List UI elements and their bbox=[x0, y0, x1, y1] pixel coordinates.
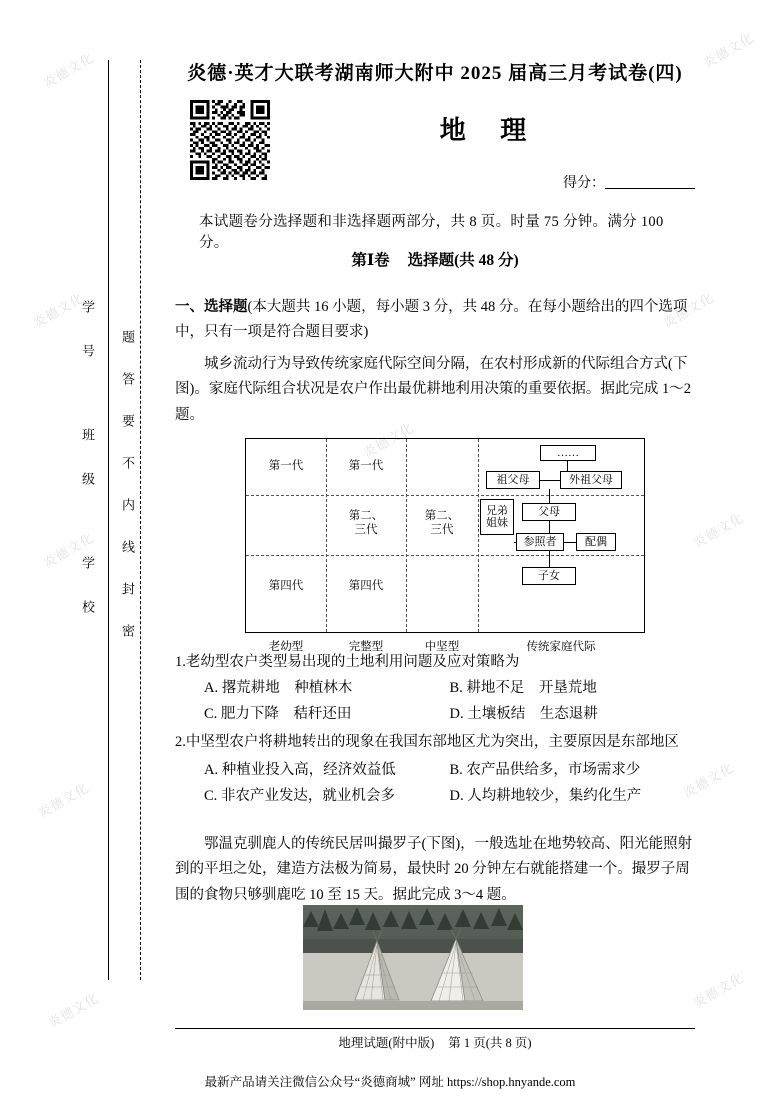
figure1-cell-gen4-col1: 第四代 bbox=[268, 580, 304, 592]
figure1-box-parents: 父母 bbox=[522, 503, 576, 521]
figure1-caption-col3: 中坚型 bbox=[424, 641, 460, 653]
watermark: 炎德文化 bbox=[360, 419, 417, 461]
binding-dashed-line bbox=[140, 60, 141, 980]
score-label: 得分： bbox=[563, 176, 605, 191]
question-2 bbox=[175, 730, 695, 809]
watermark: 炎德文化 bbox=[45, 989, 102, 1031]
question-2-option-a[interactable]: A. 种植业投入高，经济效益低 bbox=[204, 761, 396, 778]
binding-col-right: 学 号 班 级 学 校 bbox=[80, 300, 95, 621]
watermark: 炎德文化 bbox=[40, 49, 97, 91]
binding-strip bbox=[0, 0, 150, 1060]
question-1-number: 1. bbox=[175, 654, 186, 670]
binding-col-left: 题 答 要 不 内 线 封 密 bbox=[120, 330, 135, 645]
question-1-body: 老幼型农户类型易出现的土地利用问题及应对策略为 bbox=[185, 654, 520, 670]
watermark: 炎德文化 bbox=[680, 759, 737, 801]
score-blank bbox=[605, 188, 695, 189]
figure1-connector-down-2 bbox=[549, 521, 550, 533]
figure1-box-siblings: 兄弟 姐妹 bbox=[480, 499, 514, 535]
figure1-cell-gen1-col2: 第一代 bbox=[348, 460, 384, 472]
question-1-options-row-2 bbox=[175, 702, 695, 728]
score-field bbox=[563, 172, 695, 192]
figure1-caption-col2: 完整型 bbox=[348, 641, 384, 653]
section-heading bbox=[175, 295, 695, 346]
figure1-caption-col4: 传统家庭代际 bbox=[526, 641, 596, 653]
figure1-box-spouse: 配偶 bbox=[576, 533, 616, 551]
question-1 bbox=[175, 650, 695, 727]
figure1-connector-grandparents bbox=[540, 480, 560, 481]
figure1-hsep-1 bbox=[246, 495, 644, 496]
section-heading-bold: 一、选择题 bbox=[175, 299, 248, 315]
figure1-box-dots: …… bbox=[540, 445, 596, 461]
figure1-connector-spouse bbox=[564, 542, 576, 543]
watermark: 炎德文化 bbox=[690, 969, 747, 1011]
question-1-text bbox=[175, 650, 695, 676]
subject-title: 地 理 bbox=[439, 116, 541, 145]
watermark: 炎德文化 bbox=[30, 289, 87, 331]
watermark: 炎德文化 bbox=[35, 779, 92, 821]
question-2-options-row-2 bbox=[175, 784, 695, 810]
question-2-body: 中坚型农户将耕地转出的现象在我国东部地区尤为突出，主要原因是东部地区 bbox=[185, 734, 679, 750]
figure1-connector-down-1 bbox=[549, 489, 550, 503]
page-footer bbox=[175, 1028, 695, 1051]
figure1-box-children: 子女 bbox=[522, 567, 576, 585]
question-2-option-c[interactable]: C. 非农产业发达，就业机会多 bbox=[204, 787, 395, 804]
binding-solid-line bbox=[108, 60, 109, 980]
question-2-number: 2. bbox=[175, 734, 186, 750]
figure1-box-maternal-grandparents: 外祖父母 bbox=[560, 471, 622, 489]
question-2-option-d[interactable]: D. 人均耕地较少，集约化生产 bbox=[449, 787, 642, 804]
figure1-box-grandparents: 祖父母 bbox=[486, 471, 540, 489]
qr-code bbox=[190, 100, 270, 180]
bottom-promo: 最新产品请关注微信公众号“炎德商城” 网址 https://shop.hnyande.com bbox=[204, 1075, 576, 1089]
figure1-cell-gen4-col2: 第四代 bbox=[348, 580, 384, 592]
figure1-cell-gen1-col1: 第一代 bbox=[268, 460, 304, 472]
figure1-cell-gen23-col3: 第二、 三代 bbox=[424, 510, 460, 537]
figure1-box-reference: 参照者 bbox=[516, 533, 564, 551]
footer-left: 地理试题(附中版) bbox=[338, 1036, 435, 1050]
question-2-option-b[interactable]: B. 农产品供给多，市场需求少 bbox=[449, 761, 641, 778]
part-one-sub: 选择题(共 48 分) bbox=[407, 252, 519, 269]
section-heading-rest: (本大题共 16 小题，每小题 3 分，共 48 分。在每小题给出的四个选项中，只有一项是符合题目要求) bbox=[175, 299, 688, 341]
figure1-cell-gen23-col2: 第二、 三代 bbox=[348, 510, 384, 537]
question-1-options-row-1 bbox=[175, 676, 695, 702]
figure-tepee-photo bbox=[303, 905, 523, 1010]
question-stem-2: 鄂温克驯鹿人的传统民居叫撮罗子(下图)，一般选址在地势较高、阳光能照射到的平坦之处，建造方法极为简易，最快时 20 分钟左右就能搭建一个。撮罗子周围的食物只够驯鹿吃 10 至 15 天。据此完成 3～4 题。 bbox=[175, 836, 693, 903]
figure1-connector-siblings bbox=[514, 542, 516, 543]
title-row bbox=[175, 58, 695, 85]
watermark: 炎德文化 bbox=[700, 29, 757, 71]
figure-family-generations bbox=[245, 438, 645, 653]
watermark: 炎德文化 bbox=[40, 529, 97, 571]
content-column bbox=[175, 0, 695, 1104]
figure1-hsep-2 bbox=[246, 555, 644, 556]
figure1-caption-col1: 老幼型 bbox=[268, 641, 304, 653]
page-title: 炎德·英才大联考湖南师大附中 2025 届高三月考试卷(四) bbox=[187, 63, 683, 84]
question-stem-1: 城乡流动行为导致传统家庭代际空间分隔，在农村形成新的代际组合方式(下图)。家庭代际组合状况是农户作出最优耕地利用决策的重要依据。据此完成 1～2 题。 bbox=[175, 356, 691, 423]
figure1-connector-dots bbox=[567, 461, 568, 471]
exam-instruction: 本试题卷分选择题和非选择题两部分，共 8 页。时量 75 分钟。满分 100 分。 bbox=[199, 214, 664, 251]
watermark: 炎德文化 bbox=[660, 289, 717, 331]
question-2-text bbox=[175, 730, 695, 756]
question-1-option-b[interactable]: B. 耕地不足 开垦荒地 bbox=[449, 679, 597, 696]
figure1-connector-down-3 bbox=[549, 551, 550, 567]
part-one-label: 第Ⅰ卷 bbox=[351, 252, 390, 269]
question-1-option-d[interactable]: D. 土壤板结 生态退耕 bbox=[449, 705, 598, 722]
question-1-option-c[interactable]: C. 肥力下降 秸秆还田 bbox=[204, 705, 352, 722]
question-2-options-row-1 bbox=[175, 758, 695, 784]
question-1-option-a[interactable]: A. 撂荒耕地 种植林木 bbox=[204, 679, 353, 696]
figure1-vsep-3 bbox=[478, 439, 479, 632]
footer-right: 第 1 页(共 8 页) bbox=[448, 1036, 532, 1050]
watermark: 炎德文化 bbox=[690, 509, 747, 551]
part-one-heading bbox=[175, 248, 695, 270]
